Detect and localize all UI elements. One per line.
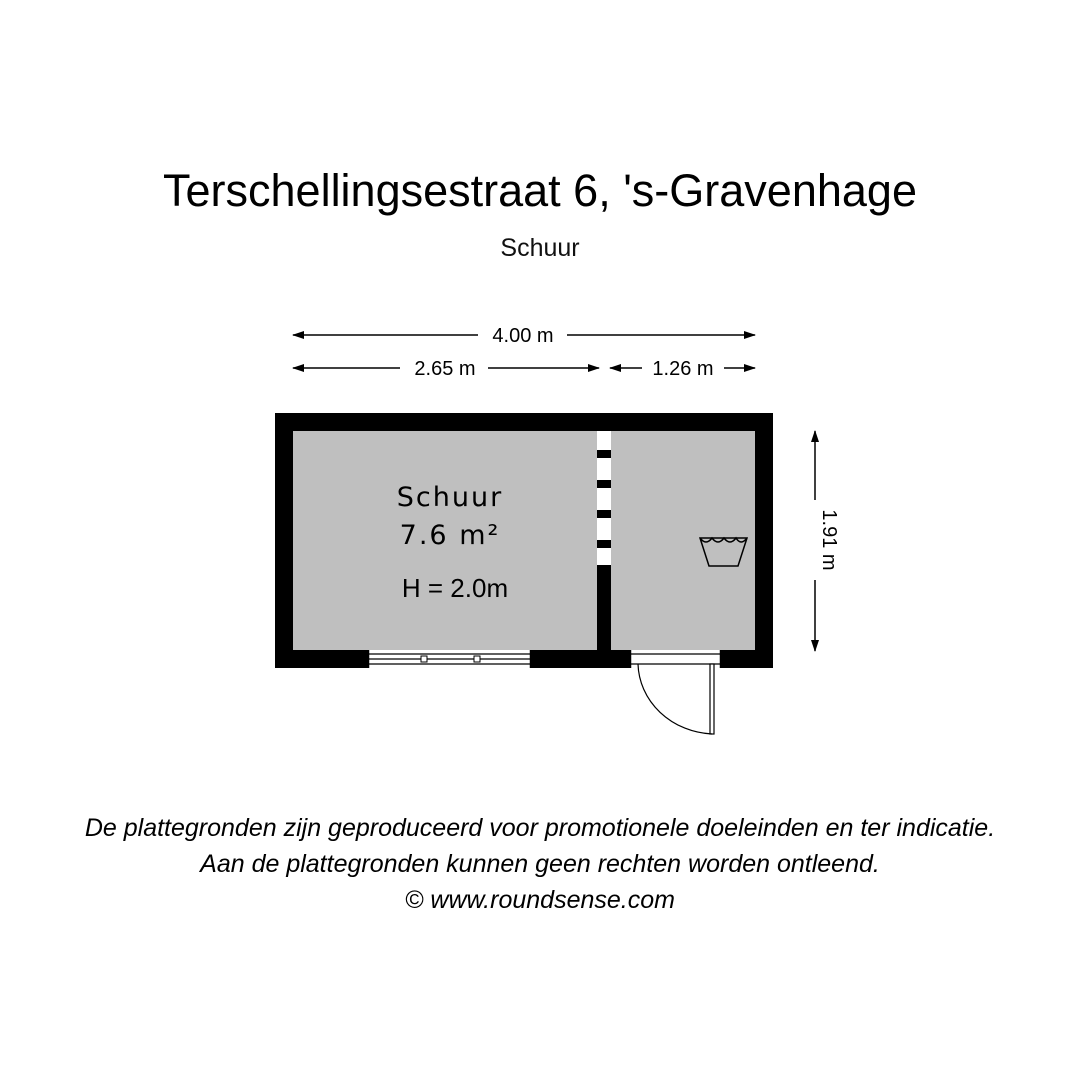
dimension-right-width [610,358,755,380]
dimension-total-width [293,325,755,347]
partition-opening [597,431,611,565]
disclaimer-line-2: Aan de plattegronden kunnen geen rechten worden ontleend. [200,850,880,878]
dimension-left-width [293,358,599,380]
disclaimer [0,810,1080,918]
room-area-label: 7.6 m² [399,520,501,551]
dimension-height-label: 1.91 m [818,509,840,571]
room-name-label: Schuur [396,482,504,513]
page-title: Terschellingsestraat 6, 's-Gravenhage [163,165,917,216]
dimension-left-width-label: 2.65 m [414,358,476,380]
door-swing-icon [630,650,721,734]
room-height-label: H = 2.0m [401,573,509,603]
disclaimer-line-1: De plattegronden zijn geproduceerd voor promotionele doeleinden en ter indicatie. [84,814,996,842]
dimension-total-width-label: 4.00 m [492,325,554,347]
page-subtitle: Schuur [500,234,580,262]
dimension-right-width-label: 1.26 m [652,358,714,380]
dimension-height [815,431,840,651]
window-icon [368,650,531,668]
copyright-link[interactable]: © www.roundsense.com [405,886,675,914]
